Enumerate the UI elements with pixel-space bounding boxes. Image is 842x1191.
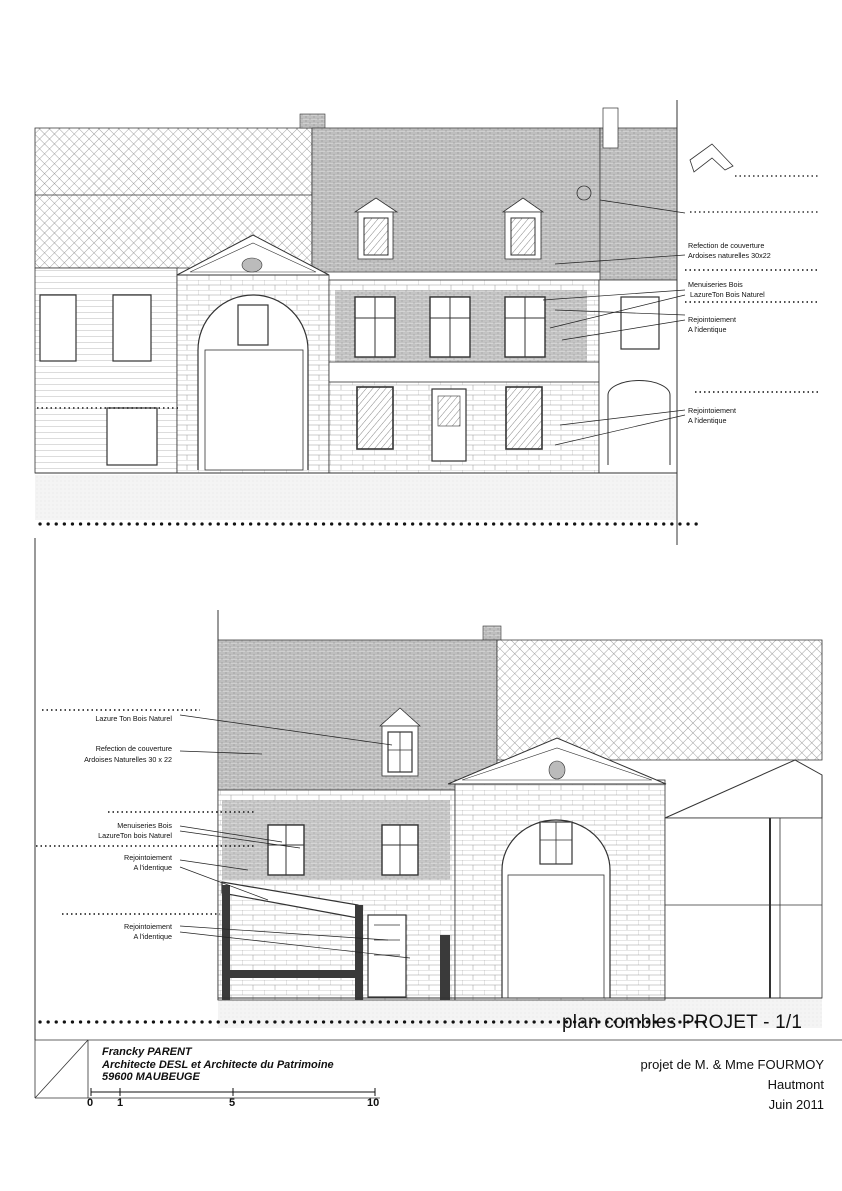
plan-title: plan combles PROJET - 1/1: [562, 1012, 803, 1033]
window: [382, 825, 418, 875]
annotation-text: Menuiseries Bois: [117, 821, 172, 830]
lower-annotation-3: [98, 821, 172, 840]
project-date: Juin 2011: [768, 1097, 824, 1112]
lower-annotation-1: [95, 714, 172, 723]
annotation-text: A l'identique: [688, 325, 727, 334]
window: [355, 297, 395, 357]
upper-annotation-3: [688, 315, 736, 334]
lower-door: [368, 915, 406, 997]
shed-wall: [222, 885, 230, 1000]
eaves-detail: [690, 144, 733, 172]
scale-tick-label: 0: [87, 1097, 94, 1109]
architect-block: [102, 1046, 334, 1084]
chimney: [483, 626, 501, 640]
window: [268, 825, 304, 875]
annotation-text: Ardoises Naturelles 30 x 22: [84, 755, 172, 764]
upper-elevation: [35, 100, 820, 545]
annotation-text: Rejointoiement: [124, 853, 172, 862]
annotation-text: Rejointoiement: [124, 922, 172, 931]
upper-ground: [35, 475, 677, 520]
annotation-text: Refection de couverture: [95, 744, 172, 753]
architect-address: 59600 MAUBEUGE: [102, 1071, 200, 1083]
lower-annotation-4: [124, 853, 172, 872]
annotation-text: Menuiseries Bois: [688, 280, 743, 289]
chimney-right: [603, 108, 618, 148]
architect-name: Francky PARENT: [102, 1046, 192, 1058]
scale-bar: [91, 1088, 375, 1096]
project-client: projet de M. & Mme FOURMOY: [640, 1057, 824, 1072]
upper-annotation-2: [688, 280, 765, 299]
lower-annotation-5: [124, 922, 172, 941]
architect-title: Architecte DESL et Architecte du Patrimoine: [102, 1058, 334, 1071]
lower-right-roof: [497, 640, 822, 760]
shopfront-window: [506, 387, 542, 449]
upper-annotation-4: [688, 406, 736, 425]
window: [505, 297, 545, 357]
lower-main-roof: [218, 640, 497, 790]
upper-annotation-1: [688, 241, 771, 260]
annotation-text: Rejointoiement: [688, 315, 736, 324]
window: [430, 297, 470, 357]
scale-tick-label: 10: [367, 1097, 380, 1109]
annotation-text: A l'identique: [688, 416, 727, 425]
right-roof: [600, 128, 677, 280]
scale-tick-label: 1: [117, 1097, 124, 1109]
annotation-text: LazureTon bois Naturel: [98, 831, 172, 840]
annotation-text: Refection de couverture: [688, 241, 765, 250]
central-roof: [312, 128, 600, 272]
annotation-text: Lazure Ton Bois Naturel: [95, 714, 172, 723]
lower-elevation: [35, 538, 822, 1040]
annotation-text: A l'identique: [133, 932, 172, 941]
annotation-text: A l'identique: [133, 863, 172, 872]
barn: [665, 818, 822, 998]
project-info: [641, 1055, 824, 1115]
lower-annotation-2: [84, 744, 172, 764]
chimney: [300, 114, 325, 128]
annotation-text: Ardoises naturelles 30x22: [688, 251, 771, 260]
shopfront-window: [357, 387, 393, 449]
scale-tick-label: 5: [229, 1097, 236, 1109]
annotation-text: LazureTon Bois Naturel: [690, 290, 765, 299]
annotation-text: Rejointoiement: [688, 406, 736, 415]
project-town: Hautmont: [767, 1077, 824, 1092]
barn-roof: [665, 760, 822, 818]
